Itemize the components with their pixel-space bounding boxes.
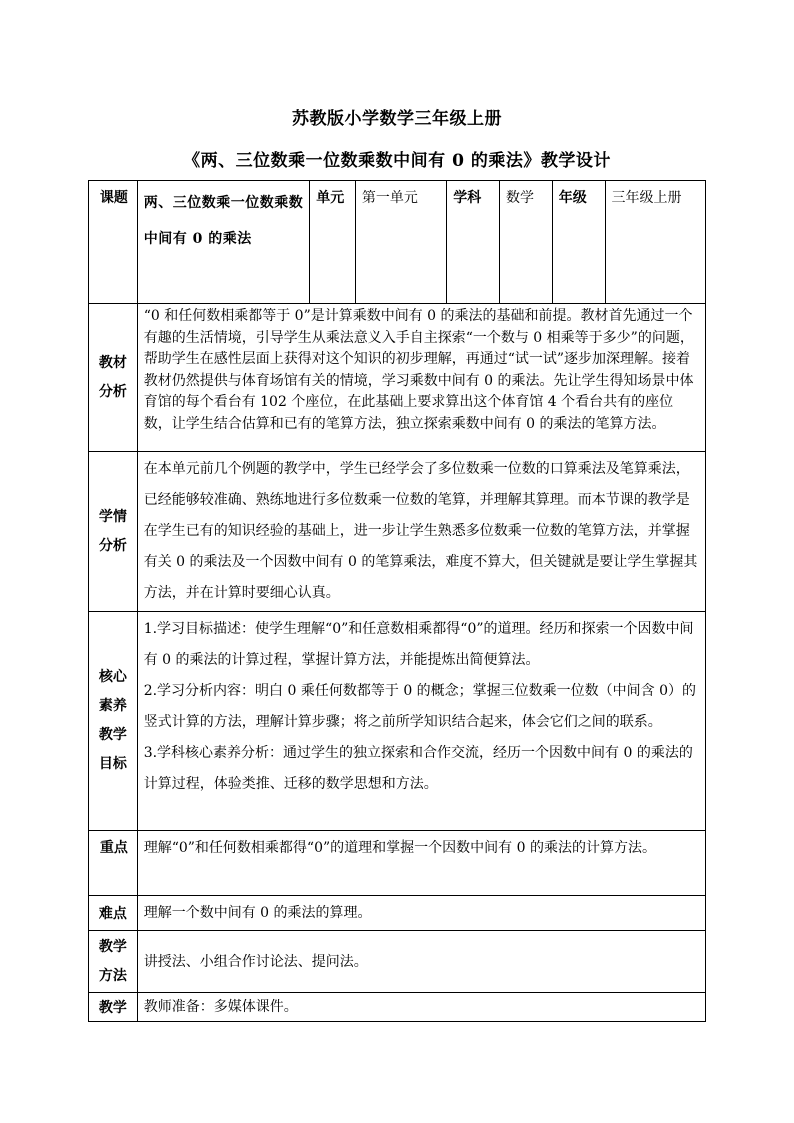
- table-row-method: [89, 931, 706, 993]
- document-title-lesson: 《两、三位数乘一位数乘数中间有 0 的乘法》教学设计: [183, 151, 611, 171]
- material-label-line2: 分析: [98, 383, 127, 400]
- grade-label: 年级: [552, 181, 605, 304]
- unit-label: 单元: [310, 181, 356, 304]
- learner-label-line1: 学情: [98, 508, 127, 525]
- table-row-learner: [89, 452, 706, 612]
- core-label: [89, 612, 138, 831]
- difficulty-text: 理解一个数中间有 0 的乘法的算理。: [137, 896, 705, 931]
- core-label-line3: 教学: [98, 727, 127, 743]
- material-label-line1: 教材: [98, 354, 127, 371]
- table-row-topic: [89, 181, 706, 304]
- table-row-prep: [89, 993, 706, 1022]
- topic-value: 两、三位数乘一位数乘数中间有 0 的乘法: [137, 181, 310, 304]
- learner-analysis-text: 在本单元前几个例题的教学中，学生已经学会了多位数乘一位数的口算乘法及笔算乘法，已经能够较准确、熟练地进行多位数乘一位数的笔算，并理解其算理。而本节课的教学是在学生已有的知识经验的基础上，进一步让学生熟悉多位数乘一位数的笔算方法，并掌握有关 0 的乘法及一个因数中间有 0 的笔算乘法，难度不算大，但关键就是要让学生掌握其方法，并在计算时要细心认真。: [137, 452, 705, 612]
- table-row-material: [89, 304, 706, 452]
- lesson-plan-table: [88, 180, 706, 1022]
- core-label-line1: 核心: [98, 669, 127, 685]
- unit-value: 第一单元: [355, 181, 446, 304]
- core-objective-item: 1.学习目标描述：使学生理解“0”和任意数相乘都得“0”的道理。经历和探索一个因数中间有 0 的乘法的计算过程，掌握计算方法，并能提炼出简便算法。: [143, 621, 694, 668]
- core-objectives: [137, 612, 705, 831]
- core-objective-item: 3.学科核心素养分析：通过学生的独立探索和合作交流，经历一个因数中间有 0 的乘法的计算过程，体验类推、迁移的数学思想和方法。: [143, 745, 693, 792]
- keypoint-text: 理解“0”和任何数相乘都得“0”的道理和掌握一个因数中间有 0 的乘法的计算方法。: [137, 831, 705, 896]
- difficulty-label: 难点: [89, 896, 138, 931]
- table-row-keypoint: [89, 831, 706, 896]
- subject-value: 数学: [499, 181, 552, 304]
- material-analysis-text: “0 和任何数相乘都等于 0”是计算乘数中间有 0 的乘法的基础和前提。教材首先通过一个有趣的生活情境，引导学生从乘法意义入手自主探索“一个数与 0 相乘等于多少”的问题，帮助学生在感性层面上获得对这个知识的初步理解，再通过“试一试”逐步加深理解。接着教材仍然提供与体育场馆有关的情境，学习乘数中间有 0 的乘法。先让学生得知场景中体育馆的每个看台有 102 个座位，在此基础上要求算出这个体育馆 4 个看台共有的座位数，让学生结合估算和已有的笔算方法，独立探索乘数中间有 0 的乘法的笔算方法。: [137, 304, 705, 452]
- document-title-series: 苏教版小学数学三年级上册: [292, 109, 502, 129]
- learner-label: [89, 452, 138, 612]
- keypoint-label: 重点: [89, 831, 138, 896]
- prep-label: 教学: [89, 993, 138, 1022]
- core-label-line4: 目标: [98, 756, 127, 772]
- table-row-core: [89, 612, 706, 831]
- grade-value: 三年级上册: [605, 181, 706, 304]
- method-label-line1: 教学: [98, 938, 127, 955]
- prep-text: 教师准备：多媒体课件。: [137, 993, 705, 1022]
- topic-label: 课题: [89, 181, 138, 304]
- learner-label-line2: 分析: [98, 537, 127, 554]
- method-text: 讲授法、小组合作讨论法、提问法。: [137, 931, 705, 993]
- core-label-line2: 素养: [98, 698, 127, 714]
- material-label: [89, 304, 138, 452]
- core-objective-item: 2.学习分析内容：明白 0 乘任何数都等于 0 的概念；掌握三位数乘一位数（中间含 0）的竖式计算的方法，理解计算步骤；将之前所学知识结合起来，体会它们之间的联系。: [143, 683, 697, 730]
- method-label-line2: 方法: [98, 967, 127, 984]
- subject-label: 学科: [447, 181, 500, 304]
- method-label: [89, 931, 138, 993]
- table-row-difficulty: [89, 896, 706, 931]
